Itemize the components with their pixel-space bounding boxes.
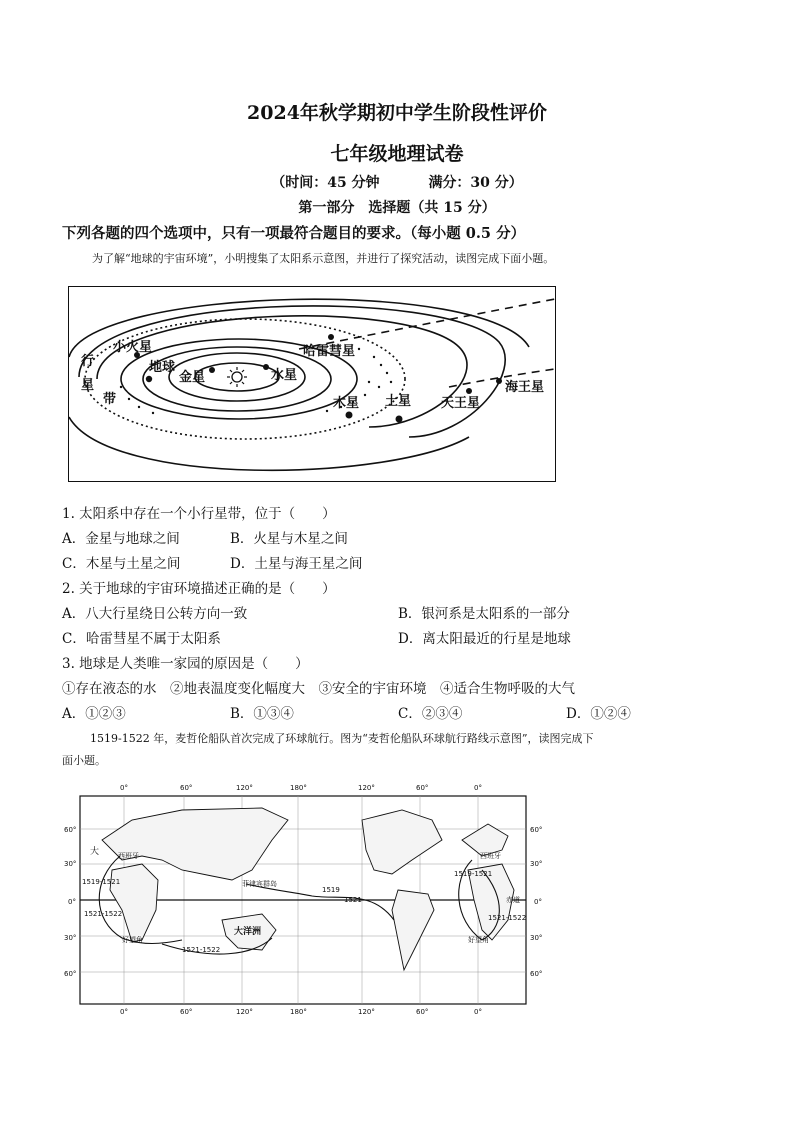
label-venus: 金星 [179,370,206,385]
label-year-1: 1519-1521 [82,878,121,886]
label-dai: 带 [103,392,117,407]
sun-icon [227,367,247,387]
label-year-3: 1521-1522 [182,946,221,954]
label-mars: 小火星 [113,340,153,355]
q1-stem: 1. 太阳系中存在一个小行星带，位于（ ） [62,506,336,522]
q3-conditions: ①存在液态的水 ②地表温度变化幅度大 ③安全的宇宙环境 ④适合生物呼吸的大气 [62,681,575,697]
label-saturn: 土星 [385,394,412,409]
exam-score: 满分：30 分） [428,175,523,191]
label-halley: 哈雷彗星 [303,344,356,359]
q3-option-c[interactable]: C．②③④ [398,706,463,722]
label-neptune: 海王星 [505,380,545,395]
exam-subtitle: 七年级地理试卷 [330,143,464,165]
q1-option-c[interactable]: C．木星与土星之间 [62,556,181,572]
q1-option-a[interactable]: A．金星与地球之间 [62,531,180,547]
solar-system-diagram [68,286,556,482]
label-earth: 地球 [149,360,176,375]
planet-saturn [396,416,403,423]
lon-bottom-5: 60° [416,1008,429,1016]
planet-earth [146,376,152,382]
label-equator: 赤道 [506,896,520,904]
q3-option-b[interactable]: B．①③④ [230,706,294,722]
lat-right-0: 60° [530,826,543,834]
lat-right-3: 30° [530,934,543,942]
q1-option-d[interactable]: D．土星与海王星之间 [230,556,363,572]
label-spain-right: 西班牙 [480,852,501,860]
label-cape-left: 好望角 [122,936,143,944]
lat-left-3: 30° [64,934,77,942]
lon-bottom-2: 120° [236,1008,253,1016]
lon-top-0: 0° [120,784,128,792]
section-heading: 第一部分 选择题（共 15 分） [298,200,496,216]
q3-option-d[interactable]: D．①②④ [566,706,631,722]
lon-top-1: 60° [180,784,193,792]
lon-top-6: 0° [474,784,482,792]
magellan-map-svg [62,780,548,1018]
planet-mercury [263,364,269,370]
intro-magellan-line2: 面小题。 [62,754,106,767]
lon-top-2: 120° [236,784,253,792]
label-da: 大 [90,847,100,857]
q2-option-c[interactable]: C．哈雷彗星不属于太阳系 [62,631,221,647]
exam-title: 2024年秋学期初中学生阶段性评价 [247,102,547,124]
planet-jupiter [346,412,353,419]
label-xing: 星 [81,378,95,393]
lat-left-1: 30° [64,860,77,868]
label-year-5: 1521 [344,896,362,904]
lat-right-1: 30° [530,860,543,868]
q2-option-d[interactable]: D．离太阳最近的行星是地球 [398,631,571,647]
lat-left-2: 0° [68,898,76,906]
exam-meta [0,172,794,192]
label-oceania: 大洋洲 [234,927,262,937]
halley-comet [328,334,334,340]
instruction: 下列各题的四个选项中，只有一项最符合题目的要求。（每小题 0.5 分） [62,225,526,242]
lat-left-0: 60° [64,826,77,834]
lat-left-4: 60° [64,970,77,978]
label-philippines: 菲律宾群岛 [242,880,277,888]
q3-stem: 3. 地球是人类唯一家园的原因是（ ） [62,656,309,672]
label-hang: 行 [81,354,95,369]
q2-option-b[interactable]: B．银河系是太阳系的一部分 [398,606,570,622]
label-year-2: 1521-1522 [84,910,123,918]
label-jupiter: 木星 [333,396,360,411]
planet-venus [209,367,215,373]
lon-bottom-0: 0° [120,1008,128,1016]
planet-neptune [496,378,502,384]
label-year-7: 1521-1522 [488,914,527,922]
label-year-4: 1519 [322,886,340,894]
magellan-route-map [62,780,548,1018]
lon-bottom-6: 0° [474,1008,482,1016]
q3-option-a[interactable]: A．①②③ [62,706,126,722]
lat-right-2: 0° [534,898,542,906]
lat-right-4: 60° [530,970,543,978]
intro-magellan-line1: 1519-1522 年，麦哲伦船队首次完成了环球航行。图为“麦哲伦船队环球航行路线示意图”，读图完成下 [90,732,594,745]
q2-stem: 2. 关于地球的宇宙环境描述正确的是（ ） [62,581,336,597]
lon-top-5: 60° [416,784,429,792]
orbit-outer [69,417,469,470]
label-spain-left: 西班牙 [118,852,139,860]
q2-option-a[interactable]: A．八大行星绕日公转方向一致 [62,606,248,622]
planet-uranus [466,388,472,394]
continents [102,808,514,970]
lon-bottom-4: 120° [358,1008,375,1016]
lon-bottom-3: 180° [290,1008,307,1016]
label-year-6: 1519-1521 [454,870,493,878]
label-uranus: 天王星 [441,396,481,411]
q1-option-b[interactable]: B．火星与木星之间 [230,531,348,547]
solar-system-svg [69,287,555,480]
lon-bottom-1: 60° [180,1008,193,1016]
intro-solar: 为了解“地球的宇宙环境”，小明搜集了太阳系示意图，并进行了探究活动，读图完成下面小题。 [92,252,555,265]
exam-time: （时间：45 分钟 [271,175,380,191]
label-cape-right: 好望角 [468,936,489,944]
voyage-routes [99,856,499,954]
lon-top-3: 180° [290,784,307,792]
lon-top-4: 120° [358,784,375,792]
label-mercury: 水星 [271,368,298,383]
